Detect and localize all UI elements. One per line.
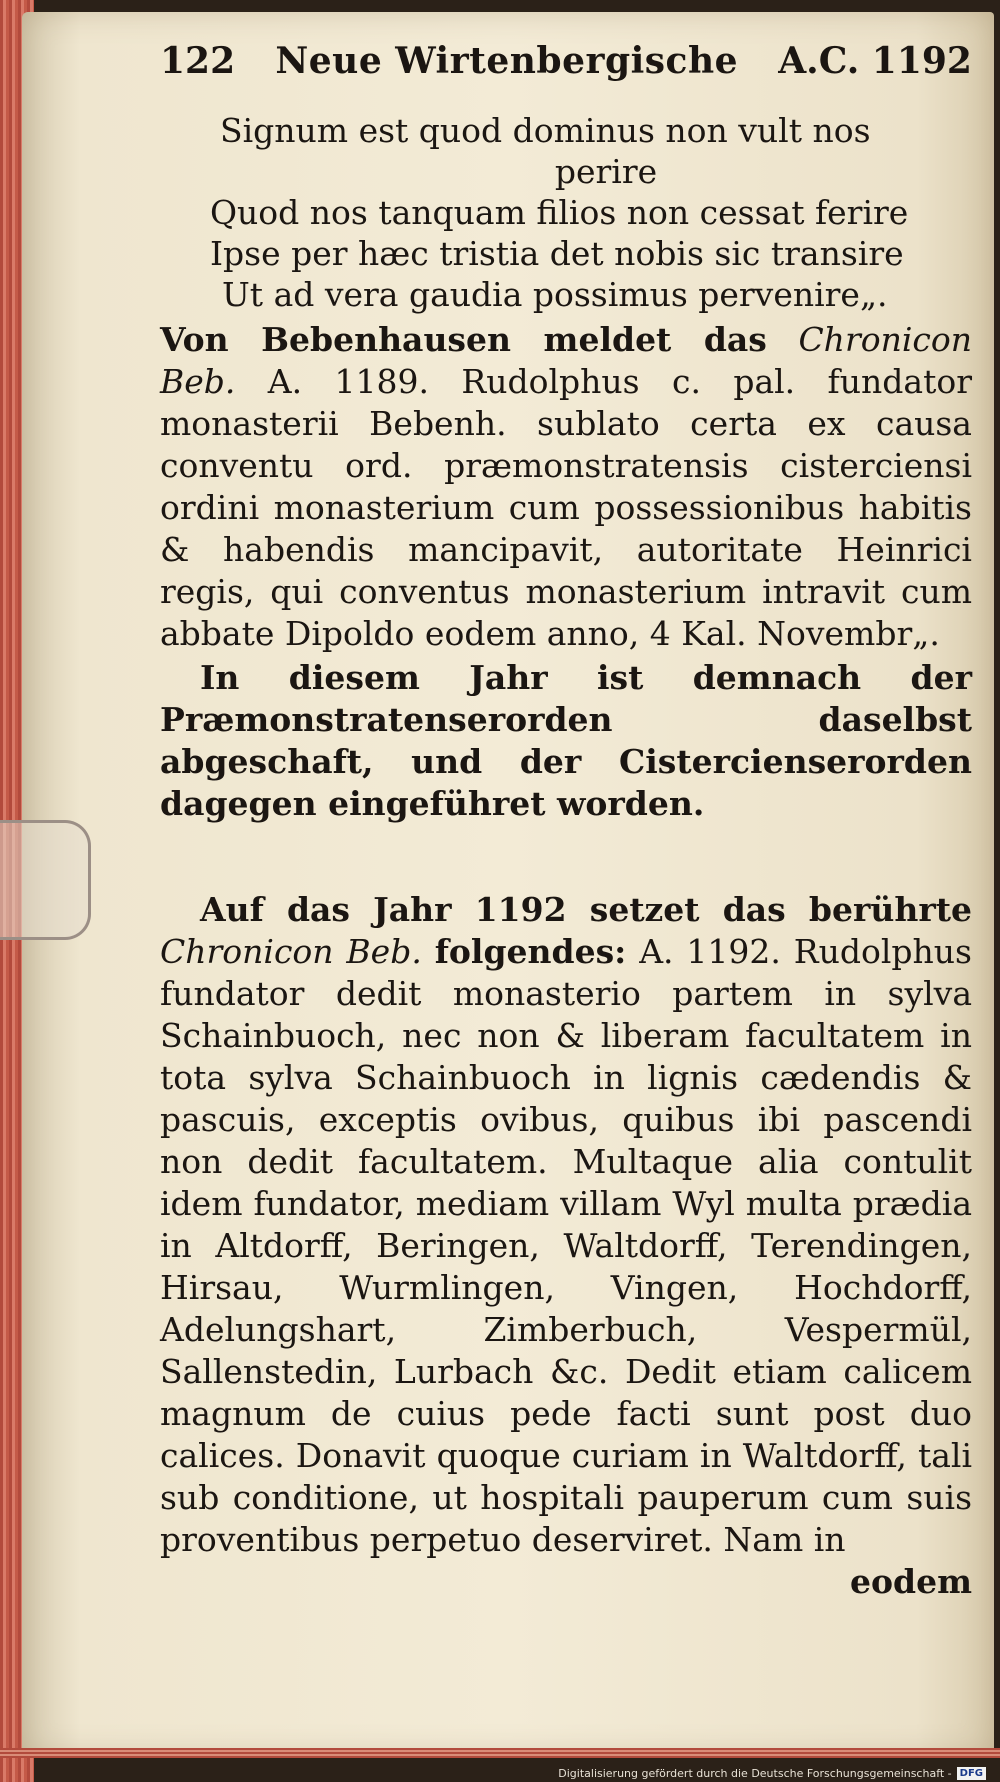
header-year: A.C. 1192 — [778, 40, 972, 82]
digitization-footer — [558, 1764, 986, 1782]
page-text — [160, 40, 972, 1603]
paragraph-order-change: In diesem Jahr ist demnach der Præmonstratenserorden daselbst abgeschaft, und der Cistercienserorden dagegen eingeführet worden. — [160, 658, 972, 823]
footer-note: Digitalisierung gefördert durch die Deutsche Forschungsgemeinschaft - — [558, 1766, 952, 1780]
verse-line: Ipse per hæc tristia det nobis sic transire — [210, 234, 904, 273]
page-number: 122 — [160, 40, 236, 82]
paragraph-lead: Auf das Jahr 1192 setzet das berührte — [200, 890, 972, 929]
paragraph-bebenhausen — [160, 319, 972, 655]
dfg-logo: DFG — [957, 1767, 986, 1780]
running-header — [160, 40, 972, 100]
verse-line: Ut ad vera gaudia possimus pervenire„. — [222, 275, 888, 314]
source-citation: Chronicon Beb. — [160, 320, 972, 401]
paragraph-body: A. 1189. Rudolphus c. pal. fundator monasterii Bebenh. sublato certa ex causa conventu ord. præmonstratensis cisterciensi ordini monasterium cum possessionibus habitis & habendis mancipavit, autoritate Heinrici regis, qui conventus monasterium intravit cum abbate Dipoldo eodem anno, 4 Kal. Novembr„. — [160, 362, 972, 653]
verse-line: perire — [554, 152, 658, 191]
verse-line: Signum est quod dominus non vult nos — [220, 111, 871, 150]
verse-block — [160, 110, 972, 315]
verse-line: Quod nos tanquam filios non cessat ferire — [210, 193, 909, 232]
paragraph-body: A. 1192. Rudolphus fundator dedit monasterio partem in sylva Schainbuoch, nec non & liberam facultatem in tota sylva Schainbuoch in lignis cædendis & pascuis, exceptis ovibus, quibus ibi pascendi non dedit facultatem. Multaque alia contulit idem fundator, mediam villam Wyl multa prædia in Altdorff, Beringen, Waltdorff, Terendingen, Hirsau, Wurmlingen, Vingen, Hochdorff, Adelungshart, Zimberbuch, Vespermül, Sallenstedin, Lurbach &c. Dedit etiam calicem magnum de cuius pede facti sunt post duo calices. Donavit quoque curiam in Waltdorff, tali sub conditione, ut hospitali pauperum cum suis proventibus perpetuo deserviret. Nam in — [160, 932, 972, 1559]
catchword: eodem — [850, 1562, 972, 1601]
paragraph-lead-2: folgendes: — [434, 932, 627, 971]
paragraph-1192 — [160, 889, 972, 1561]
paragraph-lead: Von Bebenhausen meldet das — [160, 320, 767, 359]
running-title: Neue Wirtenbergische — [275, 40, 739, 82]
book-bottom-edge — [0, 1748, 1000, 1758]
source-citation: Chronicon Beb. — [160, 932, 422, 971]
page-clip — [0, 820, 91, 940]
